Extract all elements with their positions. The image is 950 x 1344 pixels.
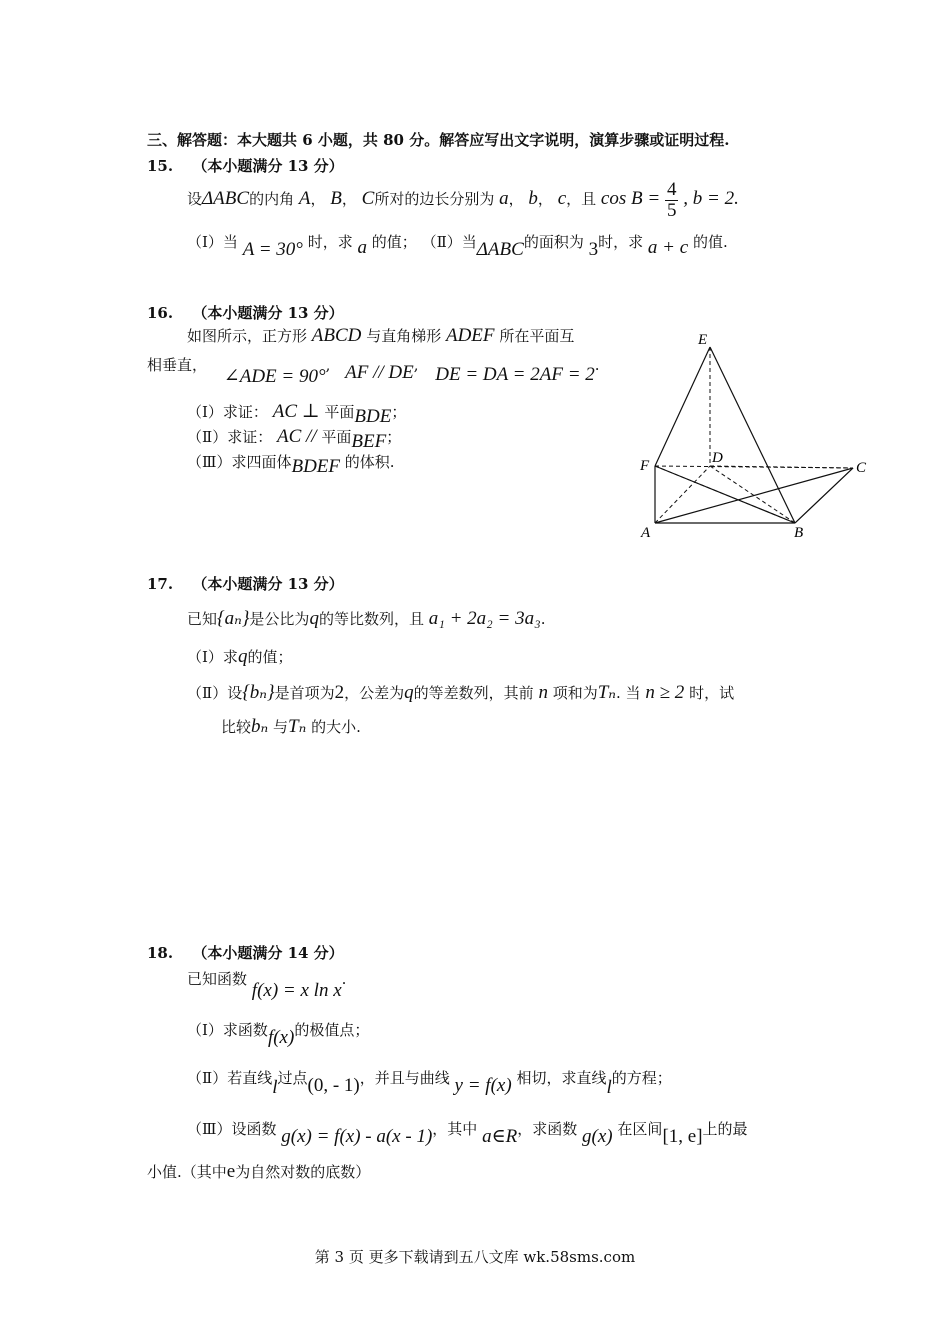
q15-points: （本小题满分 13 分） (192, 157, 344, 175)
q17-heading (147, 573, 344, 594)
section-header: 三、解答题：本大题共 6 小题，共 80 分。解答应写出文字说明，演算步骤或证明过程. (147, 131, 730, 149)
q16-line1: 如图所示，正方形 ABCD 与直角梯形 ADEF 所在平面互 (187, 325, 575, 346)
q16-part1: （Ⅰ）求证： AC ⊥ 平面BDE； (187, 401, 407, 427)
label-F: F (640, 458, 650, 474)
q15-heading (147, 155, 344, 176)
q15-number: 15. (147, 157, 174, 175)
q18-heading (147, 942, 344, 963)
q17-stem: 已知{aₙ}是公比为q的等比数列，且 a₁ + 2a₂ = 3a₃. (187, 608, 546, 629)
fraction-4-5: $\frac{4}{5}$ (666, 178, 677, 221)
label-A: A (641, 525, 651, 541)
q18-part1: （Ⅰ）求函数f(x)的极值点； (187, 1021, 370, 1048)
q16-points: （本小题满分 13 分） (192, 304, 344, 322)
edge-AD (655, 466, 710, 523)
q17-part1: （Ⅰ）求q的值； (187, 646, 293, 667)
q16-number: 16. (147, 304, 174, 322)
q18-points: （本小题满分 14 分） (192, 944, 344, 962)
page-footer: 第 3 页 更多下载请到五八文库 wk.58sms.com (314, 1248, 636, 1266)
edge-DB (710, 466, 795, 523)
q16-geometry-figure (630, 325, 875, 545)
q17-number: 17. (147, 575, 174, 593)
q17-part2: （Ⅱ）设{bₙ}是首项为2，公差为q的等差数列，其前 n 项和为Tₙ. 当 n ≥ 2 时，试 (187, 682, 735, 703)
label-B: B (794, 525, 804, 541)
q16-part3: （Ⅲ）求四面体BDEF 的体积. (187, 453, 395, 477)
edge-EF (655, 347, 710, 466)
q18-part3-cont: 小值.（其中e为自然对数的底数） (147, 1161, 371, 1182)
q15-parts: （Ⅰ）当 A = 30° 时，求 a 的值； （Ⅱ）当ΔABC的面积为 3时，求 a + c 的值. (187, 233, 728, 260)
edge-EB (710, 347, 795, 523)
q16-heading (147, 302, 344, 323)
q18-part3: （Ⅲ）设函数 g(x) = f(x) - a(x - 1)，其中 a∈R，求函数 g(x) 在区间[1, e]上的最 (187, 1120, 748, 1147)
q18-part2: （Ⅱ）若直线l过点(0, - 1)，并且与曲线 y = f(x) 相切，求直线l的方程； (187, 1069, 672, 1098)
label-C: C (856, 460, 867, 476)
label-E: E (698, 332, 708, 348)
q18-stem: 已知函数 f(x) = x ln x. (187, 970, 347, 1001)
label-D: D (712, 450, 723, 466)
q17-points: （本小题满分 13 分） (192, 575, 344, 593)
q18-number: 18. (147, 944, 174, 962)
q17-part2-cont: 比较bₙ 与Tₙ 的大小. (221, 716, 361, 737)
q16-line2: 相垂直， ∠ADE = 90°, AF // DE, DE = DA = 2AF = 2. (147, 356, 600, 387)
q15-stem: 设ΔABC的内角 A， B， C所对的边长分别为 a， b， c，且 cos B = $\frac{4}{5}$ , b = 2. (187, 178, 739, 221)
q16-part2: （Ⅱ）求证： AC // 平面BEF； (187, 426, 402, 452)
